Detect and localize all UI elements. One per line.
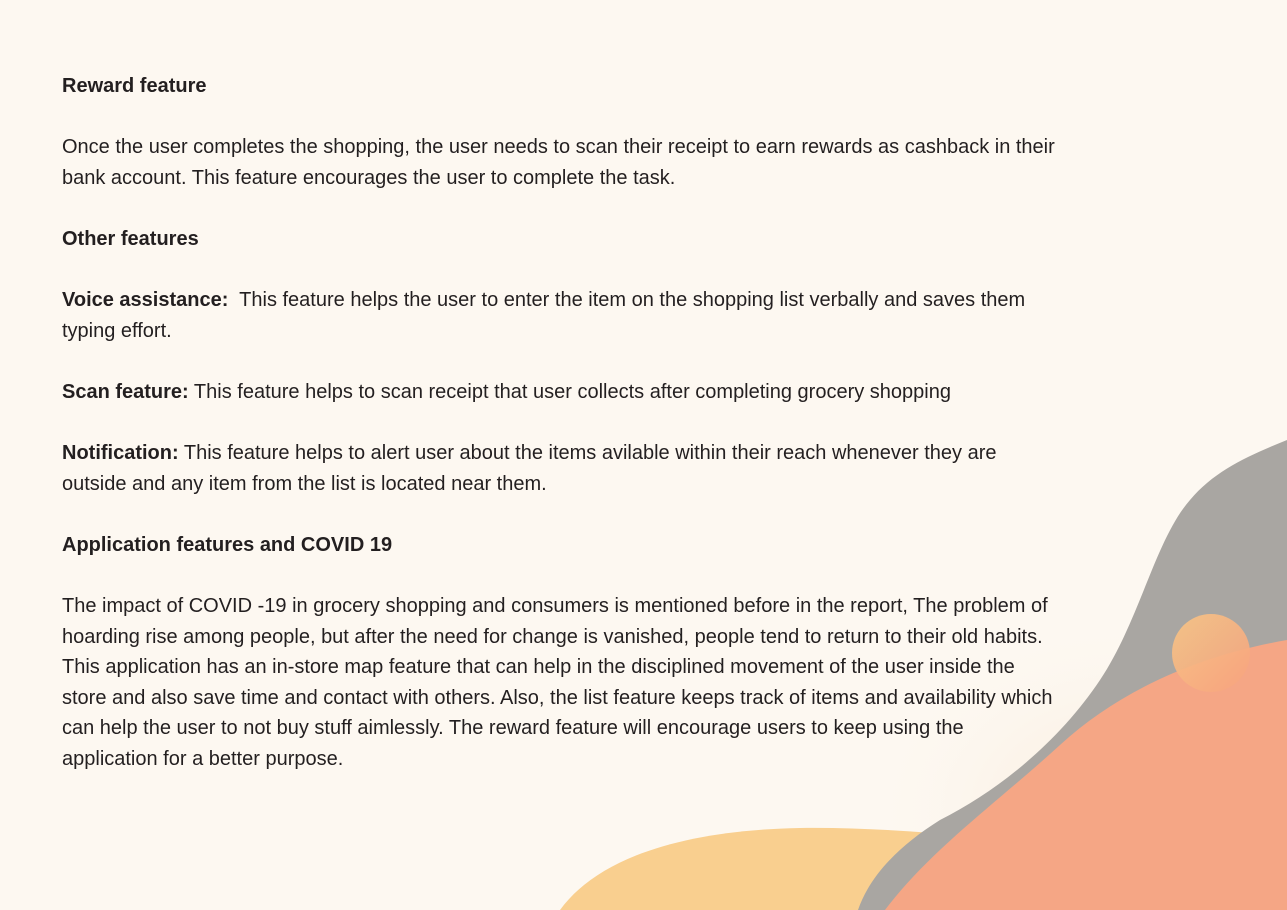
- covid-impact-paragraph: The impact of COVID -19 in grocery shopping and consumers is mentioned before in the report, The problem of hoarding rise among people, but after the need for change is vanished, people tend to return to their old habits.: [62, 595, 1048, 648]
- heading-reward-feature: Reward feature: [62, 75, 207, 97]
- scan-feature-text: This feature helps to scan receipt that user collects after completing grocery shopping: [193, 380, 951, 403]
- scan-feature-paragraph: [62, 377, 1062, 408]
- heading-application-features-covid: Application features and COVID 19: [62, 533, 393, 556]
- notification-paragraph: [62, 438, 1062, 499]
- voice-assistance-text: This feature helps the user to enter the item on the shopping list verbally and saves them typing effort.: [62, 289, 1026, 342]
- voice-assistance-label: Voice assistance:: [62, 289, 229, 312]
- voice-assistance-paragraph: [62, 285, 1062, 346]
- reward-feature-paragraph: Once the user completes the shopping, the user needs to scan their receipt to earn rewards as cashback in their bank account. This feature encourages the user to complete the task.: [62, 136, 1055, 189]
- notification-label: Notification:: [62, 442, 179, 465]
- orange-circle: [1172, 614, 1250, 692]
- heading-other-features: Other features: [62, 227, 199, 250]
- application-benefits-paragraph: This application has an in-store map feature that can help in the disciplined movement of the user inside the store and also save time and contact with others. Also, the list feature keeps track of items and availability which can help the user to not buy stuff aimlessly. The reward feature will encourage users to keep using the application for a better purpose.: [62, 656, 1053, 771]
- scan-feature-label: Scan feature:: [62, 380, 189, 403]
- document-content: [62, 71, 1062, 775]
- notification-text: This feature helps to alert user about the items avilable within their reach whenever they are outside and any item from the list is located near them.: [62, 442, 997, 495]
